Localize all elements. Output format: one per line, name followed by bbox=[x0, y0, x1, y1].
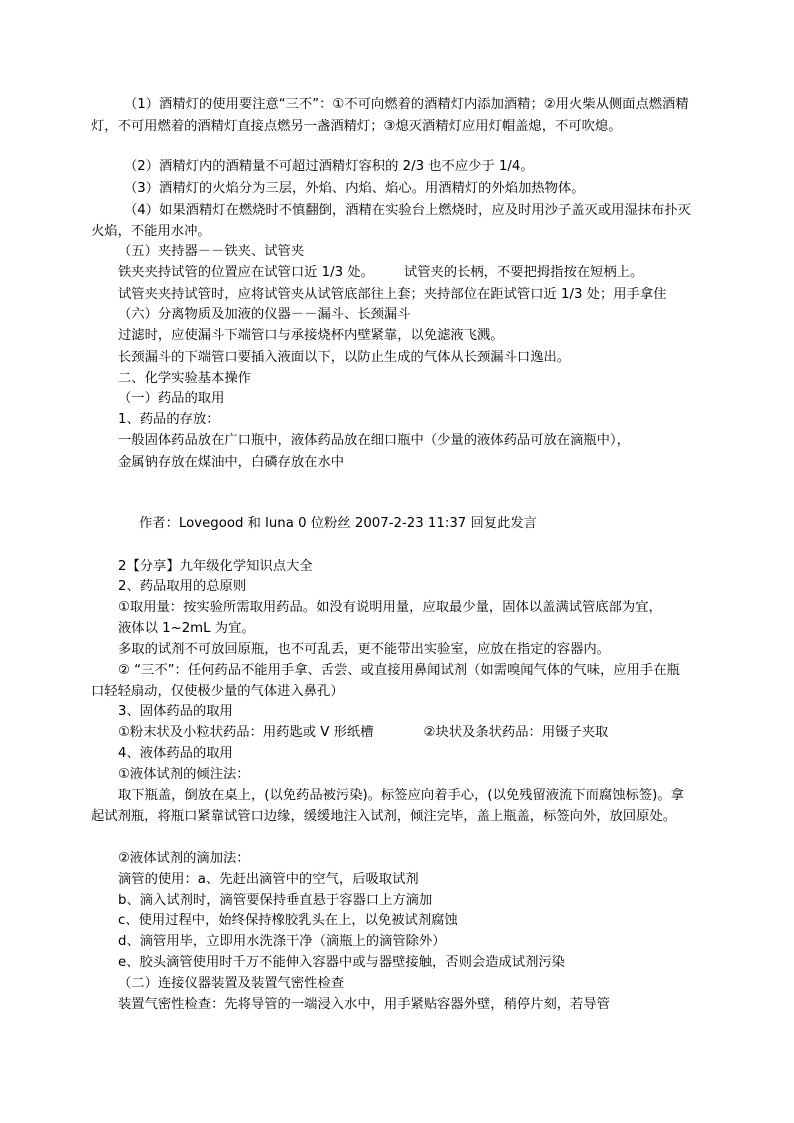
paragraph-line: 装置气密性检查：先将导管的一端浸入水中，用手紧贴容器外壁，稍停片刻，若导管 bbox=[118, 997, 610, 1012]
post-meta: 作者：Lovegood 和 luna 0 位粉丝 2007-2-23 11:37 回复此发言 bbox=[139, 516, 537, 531]
paragraph-line: （4）如果酒精灯在燃烧时不慎翻倒，酒精在实验台上燃烧时，应及时用沙子盖灭或用湿抹布扑灭 bbox=[124, 203, 691, 218]
paragraph-line: 1、药品的存放： bbox=[118, 412, 220, 427]
paragraph-line: 4、液体药品的取用 bbox=[118, 746, 233, 761]
paragraph-line: ② “三不”：任何药品不能用手拿、舌尝、或直接用鼻闻试剂（如需嗅闻气体的气味，应用手在瓶 bbox=[118, 663, 680, 678]
paragraph-line: 2、药品取用的总原则 bbox=[118, 579, 247, 594]
section-heading: （二）连接仪器装置及装置气密性检查 bbox=[118, 976, 345, 991]
paragraph-line: ①液体试剂的倾注法： bbox=[118, 767, 250, 782]
paragraph-line: 取下瓶盖，倒放在桌上，(以免药品被污染)。标签应向着手心，(以免残留液流下而腐蚀标签)。拿 bbox=[118, 788, 684, 803]
paragraph-line: e、胶头滴管使用时千万不能伸入容器中或与器壁接触，否则会造成试剂污染 bbox=[118, 955, 565, 970]
post-title: 2【分享】九年级化学知识点大全 bbox=[118, 559, 313, 574]
paragraph-line: （3）酒精灯的火焰分为三层，外焰、内焰、焰心。用酒精灯的外焰加热物体。 bbox=[124, 181, 585, 196]
section-heading: （六）分离物质及加液的仪器－－漏斗、长颈漏斗 bbox=[118, 307, 411, 322]
line-part: ①粉末状及小粒状药品：用药匙或 V 形纸槽 bbox=[118, 725, 374, 740]
paragraph-line: 火焰，不能用水冲。 bbox=[91, 224, 211, 239]
paragraph-line: 起试剂瓶，将瓶口紧靠试管口边缘，缓缓地注入试剂，倾注完毕，盖上瓶盖，标签向外，放回原处。 bbox=[91, 809, 677, 824]
paragraph-line: 一般固体药品放在广口瓶中，液体药品放在细口瓶中（少量的液体药品可放在滴瓶中）， bbox=[118, 433, 630, 448]
paragraph-line: ①取用量：按实验所需取用药品。如没有说明用量，应取最少量，固体以盖满试管底部为宜， bbox=[118, 600, 662, 615]
paragraph-line: 过滤时，应使漏斗下端管口与承接烧杯内壁紧靠，以免滤液飞溅。 bbox=[118, 328, 504, 343]
paragraph-line: 试管夹夹持试管时，应将试管夹从试管底部往上套；夹持部位在距试管口近 1/3 处；用手拿住 bbox=[118, 287, 667, 302]
paragraph-line: ②液体试剂的滴加法： bbox=[118, 851, 250, 866]
paragraph-line: 滴管的使用：a、先赶出滴管中的空气，后吸取试剂 bbox=[118, 872, 419, 887]
paragraph-line: 口轻轻扇动，仅使极少量的气体进入鼻孔） bbox=[91, 684, 344, 699]
paragraph-line: 多取的试剂不可放回原瓶，也不可乱丢，更不能带出实验室，应放在指定的容器内。 bbox=[118, 642, 610, 657]
paragraph-line: （1）酒精灯的使用要注意“三不”：①不可向燃着的酒精灯内添加酒精；②用火柴从侧面点燃酒精 bbox=[124, 97, 689, 112]
line-part: 试管夹的长柄，不要把拇指按在短柄上。 bbox=[403, 265, 644, 280]
line-part: 铁夹夹持试管的位置应在试管口近 1/3 处。 bbox=[118, 265, 374, 280]
paragraph-line bbox=[118, 264, 643, 282]
paragraph-line bbox=[118, 724, 608, 742]
line-part: ②块状及条状药品：用镊子夹取 bbox=[423, 725, 609, 740]
paragraph-line: c、使用过程中，始终保持橡胶乳头在上，以免被试剂腐蚀 bbox=[118, 913, 458, 928]
paragraph-line: 长颈漏斗的下端管口要插入液面以下，以防止生成的气体从长颈漏斗口逸出。 bbox=[118, 350, 571, 365]
paragraph-line: 3、固体药品的取用 bbox=[118, 704, 233, 719]
paragraph-line: （2）酒精灯内的酒精量不可超过酒精灯容积的 2/3 也不应少于 1/4。 bbox=[124, 159, 534, 174]
paragraph-line: b、滴入试剂时，滴管要保持垂直悬于容器口上方滴加 bbox=[118, 893, 433, 908]
paragraph-line: 液体以 1~2mL 为宜。 bbox=[118, 621, 255, 636]
paragraph-line: 灯，不可用燃着的酒精灯直接点燃另一盏酒精灯；③熄灭酒精灯应用灯帽盖熄，不可吹熄。 bbox=[91, 119, 622, 134]
section-heading: （一）药品的取用 bbox=[118, 391, 225, 406]
paragraph-line: d、滴管用毕，立即用水洗涤干净（滴瓶上的滴管除外） bbox=[118, 934, 446, 949]
paragraph-line: 金属钠存放在煤油中，白磷存放在水中 bbox=[118, 455, 345, 470]
section-heading: （五）夹持器－－铁夹、试管夹 bbox=[118, 244, 305, 259]
section-heading: 二、化学实验基本操作 bbox=[118, 371, 251, 386]
